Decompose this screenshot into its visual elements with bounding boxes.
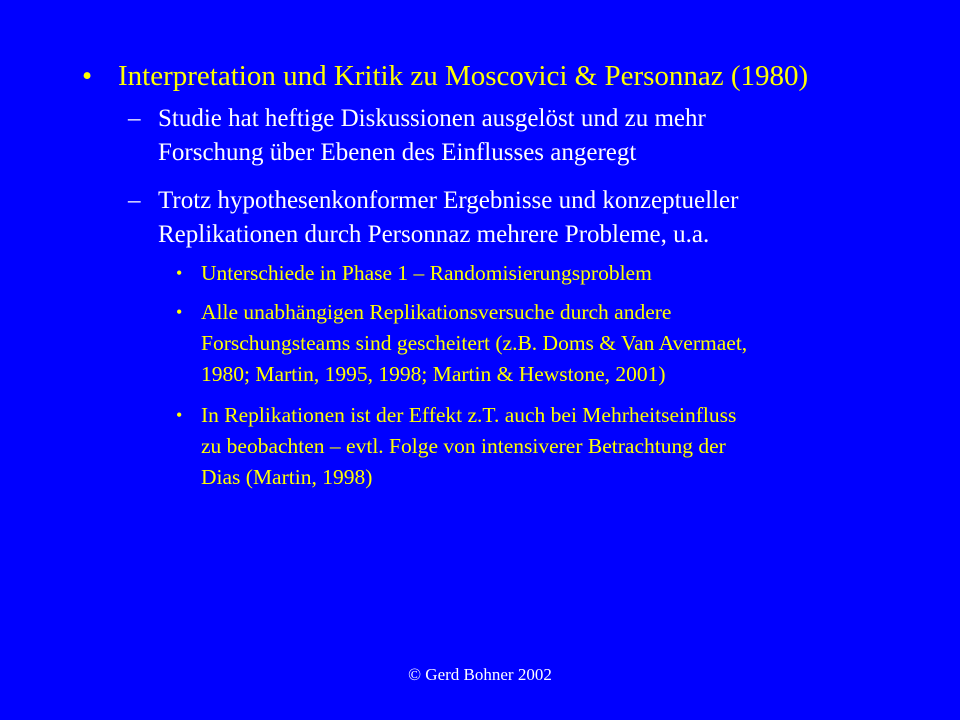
copyright-footer: © Gerd Bohner 2002 — [408, 665, 552, 684]
point-2-line-2: Replikationen durch Personnaz mehrere Probleme, u.a. — [158, 221, 710, 248]
subpoint-2-line-1: Alle unabhängigen Replikationsversuche durch andere — [201, 300, 672, 324]
subpoint-2-line-3: 1980; Martin, 1995, 1998; Martin & Hewstone, 2001) — [201, 362, 666, 386]
point-2-line-1: Trotz hypothesenkonformer Ergebnisse und konzeptueller — [158, 187, 739, 214]
subpoint-2-line-2: Forschungsteams sind gescheitert (z.B. Doms & Van Avermaet, — [201, 331, 748, 355]
subpoint-text-2 — [201, 297, 901, 390]
subpoint-text-3 — [201, 400, 901, 493]
subpoint-3-line-2: zu beobachten – evtl. Folge von intensiverer Betrachtung der — [201, 434, 726, 458]
point-1-line-2: Forschung über Ebenen des Einflusses angeregt — [158, 139, 637, 166]
subpoint-text-1 — [201, 258, 901, 289]
point-text-1 — [158, 102, 858, 170]
point-text-2 — [158, 184, 858, 252]
dash-icon: – — [128, 187, 141, 214]
point-1-line-1: Studie hat heftige Diskussionen ausgelöst und zu mehr — [158, 105, 706, 132]
heading-bullet-icon: • — [82, 60, 93, 92]
bullet-icon: • — [176, 263, 183, 283]
subpoint-3-line-3: Dias (Martin, 1998) — [201, 465, 373, 489]
subpoint-1-line-1: Unterschiede in Phase 1 – Randomisierungsproblem — [201, 261, 652, 285]
heading-text: Interpretation und Kritik zu Moscovici & Personnaz (1980) — [118, 60, 809, 92]
bullet-icon: • — [176, 405, 183, 425]
bullet-icon: • — [176, 302, 183, 322]
subpoint-3-line-1: In Replikationen ist der Effekt z.T. auch bei Mehrheitseinfluss — [201, 403, 737, 427]
dash-icon: – — [128, 105, 141, 132]
